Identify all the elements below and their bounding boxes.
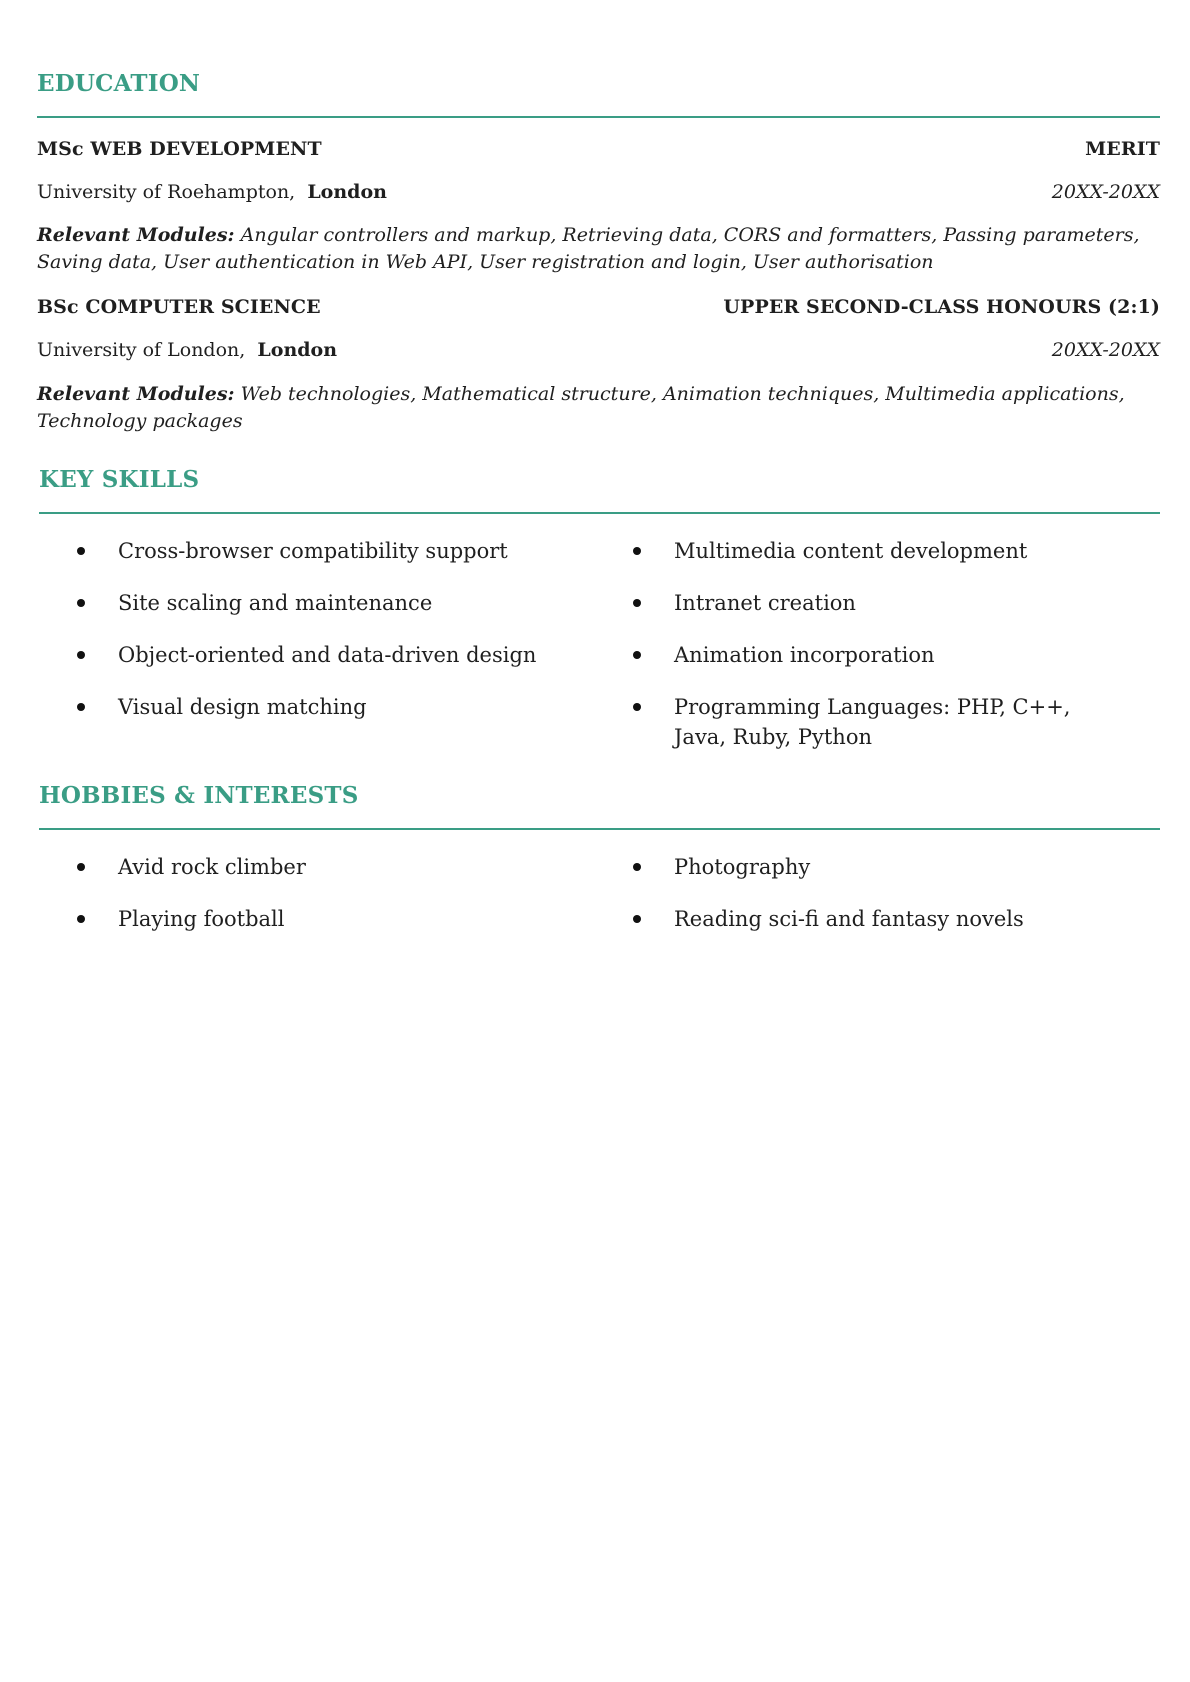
bullet-icon — [633, 651, 641, 659]
education-entry-1-header — [37, 138, 1160, 160]
list-item — [633, 852, 1113, 882]
hobbies-heading: HOBBIES & INTERESTS — [39, 782, 359, 809]
degree-grade: UPPER SECOND-CLASS HONOURS (2:1) — [723, 296, 1160, 318]
study-dates: 20XX-20XX — [1051, 339, 1160, 361]
hobbies-right-list — [633, 852, 1113, 956]
hobby-text: Playing football — [118, 907, 285, 931]
key-skills-right-list — [633, 536, 1113, 774]
modules-label: Relevant Modules: — [37, 224, 235, 246]
list-item — [77, 588, 557, 618]
modules-label: Relevant Modules: — [37, 383, 235, 405]
skill-text: Programming Languages: PHP, C++, Java, Ruby, Python — [674, 695, 1071, 749]
key-skills-heading: KEY SKILLS — [39, 466, 200, 493]
education-entry-2-header — [37, 296, 1160, 318]
bullet-icon — [77, 599, 85, 607]
skill-text: Visual design matching — [118, 695, 367, 719]
bullet-icon — [633, 915, 641, 923]
education-entry-2-institution — [37, 339, 1160, 361]
university-line — [37, 339, 337, 361]
education-entry-1-institution — [37, 181, 1160, 203]
university-line — [37, 181, 387, 203]
bullet-icon — [77, 703, 85, 711]
list-item — [77, 852, 557, 882]
study-dates: 20XX-20XX — [1051, 181, 1160, 203]
list-item — [633, 588, 1113, 618]
bullet-icon — [77, 547, 85, 555]
bullet-icon — [633, 547, 641, 555]
modules-list: Web technologies, Mathematical structure, Animation techniques, Multimedia applications, Technology packages — [37, 383, 1125, 432]
list-item — [633, 536, 1113, 566]
relevant-modules — [37, 381, 1160, 435]
modules-list: Angular controllers and markup, Retrieving data, CORS and formatters, Passing parameters, Saving data, User authentication in Web API, User registration and login, User authorisation — [37, 224, 1140, 273]
list-item — [633, 640, 1113, 670]
university-city: London — [257, 339, 338, 361]
bullet-icon — [633, 863, 641, 871]
list-item — [77, 692, 557, 722]
hobbies-left-list — [77, 852, 557, 956]
list-item — [633, 904, 1113, 934]
relevant-modules — [37, 222, 1160, 276]
key-skills-divider — [39, 512, 1160, 514]
university-city: London — [307, 181, 387, 203]
skill-text: Animation incorporation — [674, 643, 935, 667]
education-heading: EDUCATION — [37, 70, 201, 97]
degree-title: BSc COMPUTER SCIENCE — [37, 296, 321, 318]
bullet-icon — [77, 651, 85, 659]
key-skills-left-list — [77, 536, 557, 744]
hobby-text: Avid rock climber — [118, 855, 306, 879]
education-divider — [37, 116, 1160, 118]
list-item — [77, 640, 557, 670]
list-item — [633, 692, 1113, 752]
hobbies-divider — [39, 828, 1160, 830]
skill-text: Multimedia content development — [674, 539, 1028, 563]
list-item — [77, 904, 557, 934]
hobby-text: Photography — [674, 855, 811, 879]
university-name: University of Roehampton, — [37, 181, 296, 203]
hobby-text: Reading sci-fi and fantasy novels — [674, 907, 1024, 931]
skill-text: Intranet creation — [674, 591, 856, 615]
skill-text: Object-oriented and data-driven design — [118, 643, 537, 667]
university-name: University of London, — [37, 339, 246, 361]
bullet-icon — [633, 599, 641, 607]
bullet-icon — [633, 703, 641, 711]
degree-title: MSc WEB DEVELOPMENT — [37, 138, 322, 160]
list-item — [77, 536, 557, 566]
degree-grade: MERIT — [1085, 138, 1160, 160]
bullet-icon — [77, 863, 85, 871]
skill-text: Cross-browser compatibility support — [118, 539, 508, 563]
skill-text: Site scaling and maintenance — [118, 591, 433, 615]
bullet-icon — [77, 915, 85, 923]
